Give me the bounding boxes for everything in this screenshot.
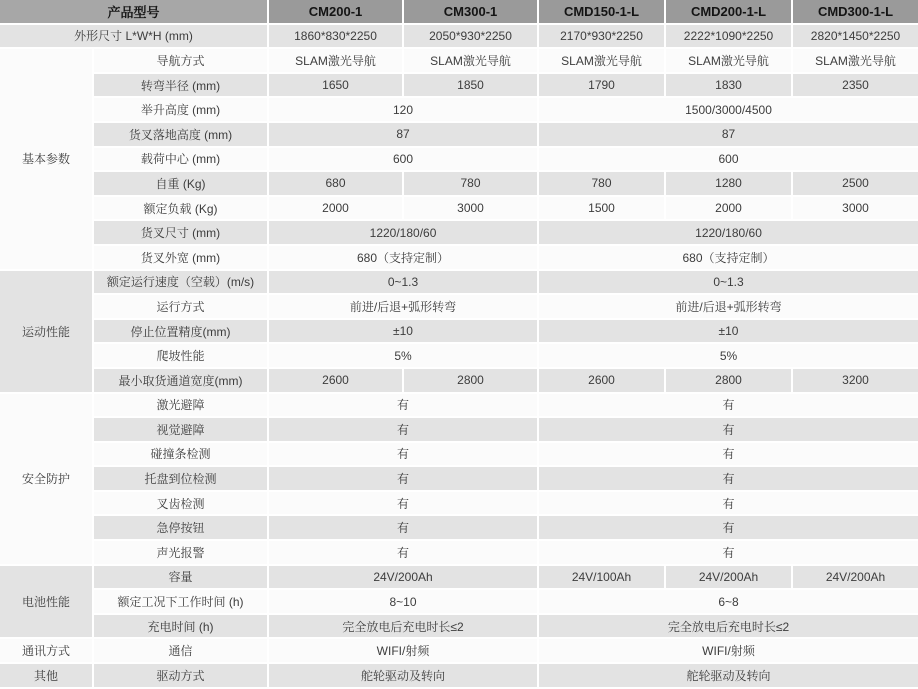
param-value: SLAM激光导航: [665, 48, 792, 73]
section-cell-battery: 电池性能: [0, 565, 93, 639]
model-header: CMD300-1-L: [792, 0, 918, 24]
param-label: 急停按钮: [93, 515, 268, 540]
param-value: 2600: [268, 368, 403, 393]
param-value: 舵轮驱动及转向: [538, 663, 918, 687]
param-value: 1220/180/60: [268, 220, 538, 245]
param-label: 托盘到位检测: [93, 466, 268, 491]
param-value: 2820*1450*2250: [792, 24, 918, 49]
param-value: SLAM激光导航: [792, 48, 918, 73]
param-value: WIFI/射频: [538, 638, 918, 663]
param-value: 1280: [665, 171, 792, 196]
param-value: 680（支持定制）: [538, 245, 918, 270]
model-header: CMD150-1-L: [538, 0, 665, 24]
param-value: 有: [268, 417, 538, 442]
param-value: 1830: [665, 73, 792, 98]
param-label: 叉齿检测: [93, 491, 268, 516]
param-value: SLAM激光导航: [538, 48, 665, 73]
param-value: 24V/100Ah: [538, 565, 665, 590]
param-value: 780: [538, 171, 665, 196]
param-value: 680: [268, 171, 403, 196]
param-value: ±10: [538, 319, 918, 344]
param-value: 有: [268, 540, 538, 565]
param-value: SLAM激光导航: [268, 48, 403, 73]
param-value: 2800: [403, 368, 538, 393]
param-value: 2050*930*2250: [403, 24, 538, 49]
param-value: 120: [268, 97, 538, 122]
param-label: 视觉避障: [93, 417, 268, 442]
param-value: 1860*830*2250: [268, 24, 403, 49]
param-value: 2000: [268, 196, 403, 221]
param-label: 载荷中心 (mm): [93, 147, 268, 172]
param-label: 货叉外宽 (mm): [93, 245, 268, 270]
section-cell-safety: 安全防护: [0, 393, 93, 565]
spec-row: [0, 73, 918, 98]
param-label: 额定工况下工作时间 (h): [93, 589, 268, 614]
param-value: 8~10: [268, 589, 538, 614]
spec-row: [0, 319, 918, 344]
param-value: 有: [268, 393, 538, 418]
param-value: 5%: [538, 343, 918, 368]
param-value: 有: [538, 540, 918, 565]
param-value: 有: [268, 491, 538, 516]
param-value: 完全放电后充电时长≤2: [268, 614, 538, 639]
param-value: 有: [538, 515, 918, 540]
param-value: 2350: [792, 73, 918, 98]
param-value: 1650: [268, 73, 403, 98]
param-value: 87: [268, 122, 538, 147]
param-value: 24V/200Ah: [792, 565, 918, 590]
spec-row: [0, 48, 918, 73]
param-label: 停止位置精度(mm): [93, 319, 268, 344]
param-value: 1500: [538, 196, 665, 221]
param-value: 有: [538, 466, 918, 491]
spec-row: [0, 565, 918, 590]
spec-row: [0, 196, 918, 221]
param-value: 680（支持定制）: [268, 245, 538, 270]
param-label: 声光报警: [93, 540, 268, 565]
param-value: 0~1.3: [538, 270, 918, 295]
section-cell-motion: 运动性能: [0, 270, 93, 393]
param-value: 600: [538, 147, 918, 172]
param-value: 完全放电后充电时长≤2: [538, 614, 918, 639]
spec-row: [0, 442, 918, 467]
param-value: 有: [538, 417, 918, 442]
param-value: 600: [268, 147, 538, 172]
param-label: 运行方式: [93, 294, 268, 319]
param-value: 前进/后退+弧形转弯: [538, 294, 918, 319]
param-value: 2600: [538, 368, 665, 393]
spec-row: [0, 540, 918, 565]
param-label: 充电时间 (h): [93, 614, 268, 639]
corner-header: 产品型号: [0, 0, 268, 24]
spec-row: [0, 589, 918, 614]
section-cell-comm: 通讯方式: [0, 638, 93, 663]
param-label: 激光避障: [93, 393, 268, 418]
param-value: 2500: [792, 171, 918, 196]
param-value: 2170*930*2250: [538, 24, 665, 49]
spec-row: [0, 122, 918, 147]
param-value: 24V/200Ah: [665, 565, 792, 590]
param-value: SLAM激光导航: [403, 48, 538, 73]
param-label: 转弯半径 (mm): [93, 73, 268, 98]
param-value: 24V/200Ah: [268, 565, 538, 590]
param-value: 舵轮驱动及转向: [268, 663, 538, 687]
param-value: 3000: [403, 196, 538, 221]
param-value: 有: [268, 515, 538, 540]
param-label: 最小取货通道宽度(mm): [93, 368, 268, 393]
param-label: 货叉落地高度 (mm): [93, 122, 268, 147]
param-label: 额定负载 (Kg): [93, 196, 268, 221]
spec-row: [0, 343, 918, 368]
spec-row: [0, 466, 918, 491]
param-value: 有: [538, 442, 918, 467]
param-value: 2222*1090*2250: [665, 24, 792, 49]
param-label: 外形尺寸 L*W*H (mm): [0, 24, 268, 49]
spec-row: [0, 638, 918, 663]
spec-row: [0, 417, 918, 442]
param-value: 3000: [792, 196, 918, 221]
spec-row: [0, 663, 918, 687]
section-cell-basic: 基本参数: [0, 48, 93, 269]
header-row: [0, 0, 918, 24]
param-label: 爬坡性能: [93, 343, 268, 368]
model-header: CMD200-1-L: [665, 0, 792, 24]
spec-row: [0, 294, 918, 319]
spec-row: [0, 147, 918, 172]
spec-row: [0, 368, 918, 393]
param-value: ±10: [268, 319, 538, 344]
spec-row: [0, 270, 918, 295]
spec-row: [0, 171, 918, 196]
spec-row: [0, 24, 918, 49]
spec-row: [0, 393, 918, 418]
param-value: 2000: [665, 196, 792, 221]
param-value: 780: [403, 171, 538, 196]
param-label: 举升高度 (mm): [93, 97, 268, 122]
param-value: 1220/180/60: [538, 220, 918, 245]
param-value: 6~8: [538, 589, 918, 614]
param-value: 有: [268, 442, 538, 467]
param-value: 有: [538, 491, 918, 516]
param-label: 通信: [93, 638, 268, 663]
spec-row: [0, 97, 918, 122]
param-label: 自重 (Kg): [93, 171, 268, 196]
section-cell-other: 其他: [0, 663, 93, 687]
model-header: CM200-1: [268, 0, 403, 24]
spec-row: [0, 220, 918, 245]
param-value: 1850: [403, 73, 538, 98]
param-value: 3200: [792, 368, 918, 393]
spec-row: [0, 491, 918, 516]
spec-row: [0, 245, 918, 270]
param-label: 碰撞条检测: [93, 442, 268, 467]
spec-row: [0, 614, 918, 639]
param-value: WIFI/射频: [268, 638, 538, 663]
param-value: 5%: [268, 343, 538, 368]
model-header: CM300-1: [403, 0, 538, 24]
param-label: 容量: [93, 565, 268, 590]
param-value: 0~1.3: [268, 270, 538, 295]
param-value: 1500/3000/4500: [538, 97, 918, 122]
param-value: 87: [538, 122, 918, 147]
param-label: 导航方式: [93, 48, 268, 73]
param-label: 额定运行速度（空载）(m/s): [93, 270, 268, 295]
param-value: 1790: [538, 73, 665, 98]
param-label: 货叉尺寸 (mm): [93, 220, 268, 245]
param-label: 驱动方式: [93, 663, 268, 687]
param-value: 2800: [665, 368, 792, 393]
param-value: 有: [268, 466, 538, 491]
param-value: 有: [538, 393, 918, 418]
spec-row: [0, 515, 918, 540]
param-value: 前进/后退+弧形转弯: [268, 294, 538, 319]
